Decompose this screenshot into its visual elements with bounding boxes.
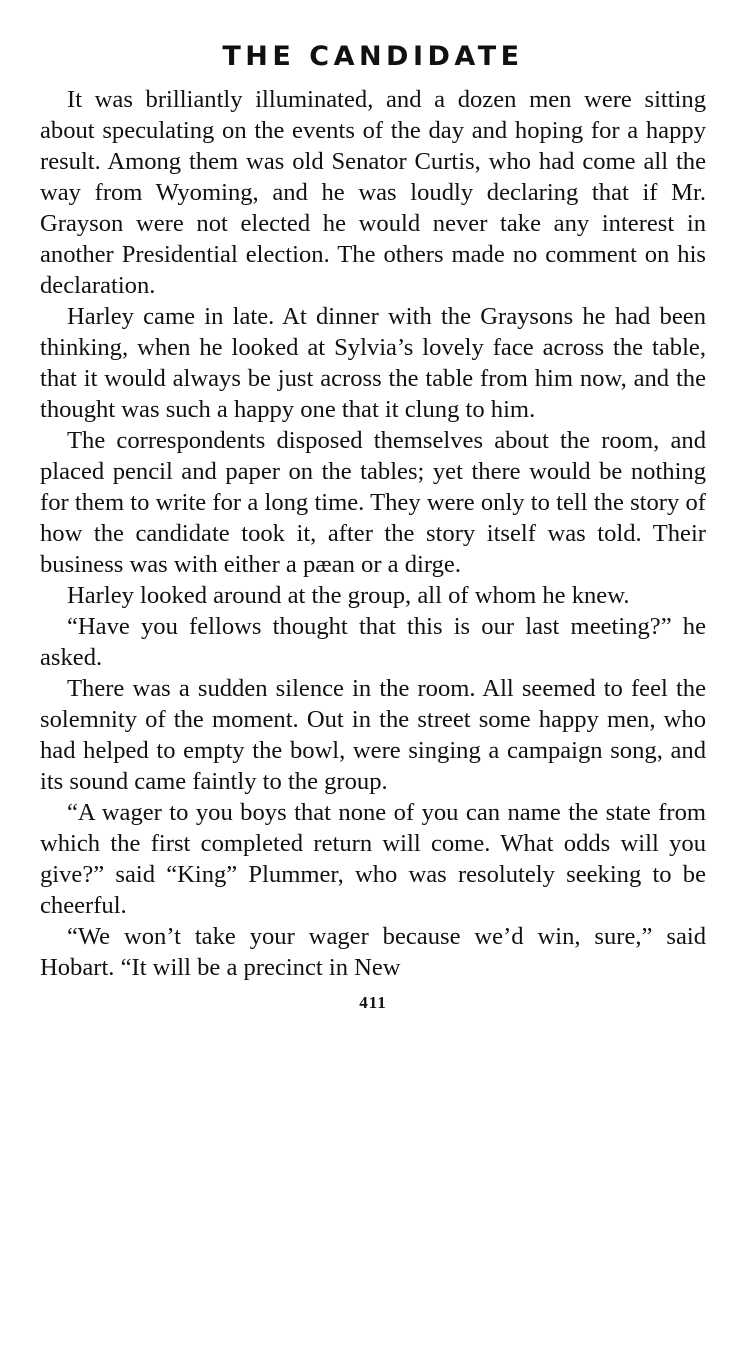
paragraph: The correspondents disposed themselves about the room, and placed pencil and paper on the tables; yet there would be nothing for them to write for a long time. They were only to tell the story of how the candidate took it, after the story itself was told. Their business was with either a pæan or a dirge.: [40, 427, 706, 578]
running-head: THE CANDIDATE: [222, 41, 524, 72]
paragraph: “A wager to you boys that none of you can name the state from which the first completed return will come. What odds will you give?” said “King” Plummer, who was resolutely seeking to be cheerful.: [40, 799, 706, 919]
paragraph: Harley came in late. At dinner with the Graysons he had been thinking, when he looked at Sylvia’s lovely face across the table, that it would always be just across the table from him now, and the thought was such a happy one that it clung to him.: [40, 303, 706, 423]
paragraph: It was brilliantly illuminated, and a dozen men were sitting about speculating on the events of the day and hoping for a happy result. Among them was old Senator Curtis, who had come all the way from Wyoming, and he was loudly declaring that if Mr. Grayson were not elected he would never take any interest in another Presidential election. The others made no comment on his declaration.: [40, 86, 706, 299]
book-page: [40, 40, 706, 1013]
paragraph: “We won’t take your wager because we’d win, sure,” said Hobart. “It will be a precinct in New: [40, 923, 706, 981]
paragraph: There was a sudden silence in the room. All seemed to feel the solemnity of the moment. Out in the street some happy men, who had helped to empty the bowl, were singing a campaign song, and its sound came faintly to the group.: [40, 675, 706, 795]
body-text: [40, 84, 706, 983]
paragraph: “Have you fellows thought that this is our last meeting?” he asked.: [40, 613, 706, 671]
paragraph: Harley looked around at the group, all of whom he knew.: [67, 582, 630, 609]
page-number: 411: [359, 993, 387, 1012]
